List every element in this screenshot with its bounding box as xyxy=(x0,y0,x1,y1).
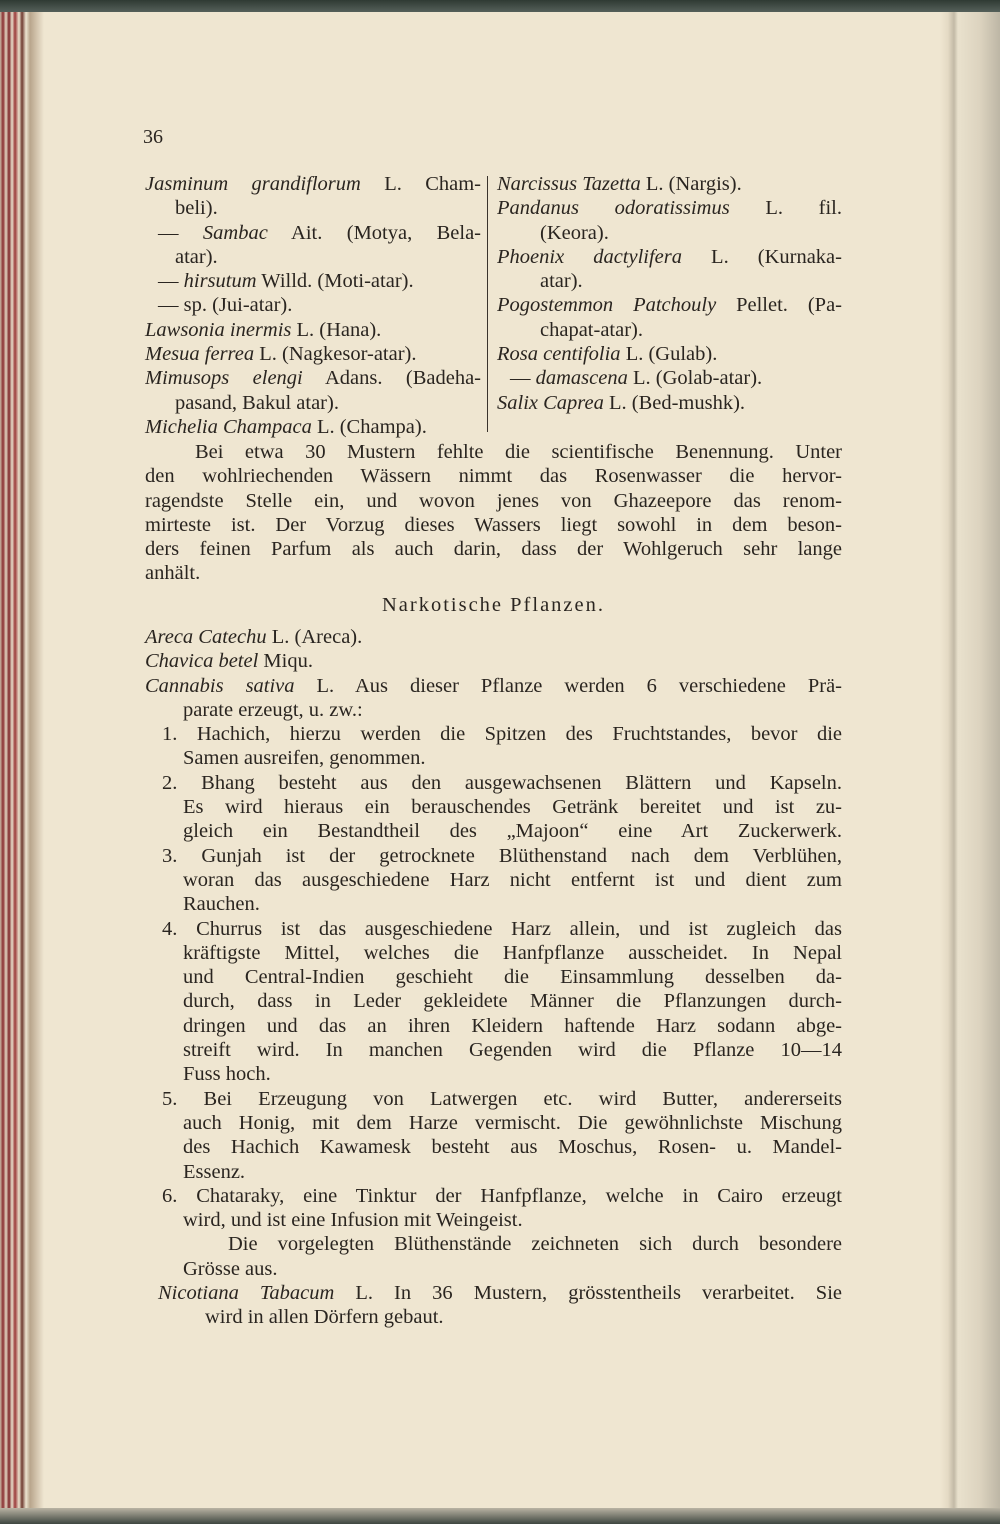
text-line xyxy=(145,391,481,415)
species-name: Lawsonia inermis xyxy=(145,318,292,341)
text-run: ragendste Stelle ein, und wovon jenes von Ghazeepore das renom- xyxy=(145,489,842,512)
text-run: Grösse aus. xyxy=(183,1257,278,1280)
text-run: L. (Gulab). xyxy=(620,343,718,366)
text-line xyxy=(145,269,481,293)
text-line xyxy=(145,625,842,649)
text-run: (Keora). xyxy=(540,221,609,244)
text-run: L. (Nargis). xyxy=(640,173,742,195)
scan-right-edge xyxy=(940,12,1000,1508)
text-run: L. (Champa). xyxy=(311,415,427,438)
text-line xyxy=(145,561,842,585)
text-line xyxy=(145,366,481,390)
text-run: des Hachich Kawamesk besteht aus Moschus, Rosen- u. Mandel- xyxy=(183,1136,842,1159)
text-line xyxy=(145,1305,842,1329)
text-line xyxy=(145,293,481,317)
text-run: parate erzeugt, u. zw.: xyxy=(183,698,363,721)
text-line xyxy=(145,698,842,722)
text-run: und Central-Indien geschieht die Einsammlung desselben da- xyxy=(183,966,842,989)
text-line xyxy=(145,989,842,1013)
text-line xyxy=(497,245,842,269)
section-heading: Narkotische Pflanzen. xyxy=(381,594,606,616)
column-divider xyxy=(487,176,488,432)
text-run: L. (Golab-atar). xyxy=(627,367,763,390)
text-run: Es wird hieraus ein berauschendes Getränk bereitet und ist zu- xyxy=(183,796,842,819)
text-line xyxy=(497,342,842,366)
text-line xyxy=(145,868,842,892)
text-line xyxy=(145,1257,842,1281)
text-line xyxy=(145,965,842,989)
text-line xyxy=(145,1135,842,1159)
book-binding-edge xyxy=(0,12,44,1508)
text-run: dringen und das an ihren Kleidern haftende Harz sodann abge- xyxy=(183,1014,842,1037)
text-line xyxy=(145,1160,842,1184)
text-run: Adans. (Badeha- xyxy=(302,367,481,390)
text-line xyxy=(145,440,842,464)
text-line xyxy=(145,513,842,537)
text-line xyxy=(497,221,842,245)
species-name: Salix Caprea xyxy=(497,391,604,414)
species-name: Narcissus Tazetta xyxy=(497,173,641,195)
species-name: Pandanus odoratissimus xyxy=(497,197,730,220)
text-run: 4. Churrus ist das ausgeschiedene Harz allein, und ist zugleich das xyxy=(162,917,842,940)
left-column-species-list xyxy=(145,172,481,439)
text-line xyxy=(145,172,481,196)
page-number: 36 xyxy=(143,126,163,148)
text-run: Pellet. (Pa- xyxy=(716,294,842,317)
text-line xyxy=(497,366,842,390)
species-name: Areca Catechu xyxy=(145,626,267,648)
text-run: mirteste ist. Der Vorzug dieses Wassers liegt sowohl in dem beson- xyxy=(145,513,842,536)
text-line xyxy=(145,941,842,965)
text-run: L. (Kurnaka- xyxy=(682,245,842,268)
text-run: Miqu. xyxy=(258,650,313,673)
text-run: L. Cham- xyxy=(360,173,481,195)
text-run: L. (Nagkesor-atar). xyxy=(254,343,417,366)
text-line xyxy=(145,537,842,561)
text-run: L. (Hana). xyxy=(291,318,382,341)
text-run: Fuss hoch. xyxy=(183,1063,271,1086)
species-name: Phoenix dactylifera xyxy=(497,245,683,268)
text-line xyxy=(145,649,842,673)
text-run: streift wird. In manchen Gegenden wird die Pflanze 10—14 xyxy=(183,1039,842,1062)
text-line xyxy=(145,245,481,269)
text-run: 1. Hachich, hierzu werden die Spitzen des Fruchtstandes, bevor die xyxy=(162,723,842,746)
text-line xyxy=(145,1111,842,1135)
text-run: pasand, Bakul atar). xyxy=(175,391,339,414)
text-line xyxy=(497,172,842,196)
species-name: Mimusops elengi xyxy=(145,367,303,390)
text-run: atar). xyxy=(175,245,218,268)
text-run: Die vorgelegten Blüthenstände zeichneten sich durch besondere xyxy=(228,1233,842,1256)
text-line xyxy=(145,819,842,843)
text-run: — xyxy=(510,367,536,390)
text-run: 3. Gunjah ist der getrocknete Blüthenstand nach dem Verblühen, xyxy=(162,844,842,867)
text-run: kräftigste Mittel, welches die Hanfpflanze ausscheidet. In Nepal xyxy=(183,941,842,964)
text-run: 6. Chataraky, eine Tinktur der Hanfpflanze, welche in Cairo erzeugt xyxy=(162,1184,842,1207)
text-line xyxy=(145,771,842,795)
text-run: L. (Bed-mushk). xyxy=(603,391,746,414)
text-run: Bei etwa 30 Mustern fehlte die scientifische Benennung. Unter xyxy=(195,441,842,463)
text-run: Essenz. xyxy=(183,1160,246,1183)
text-line xyxy=(497,196,842,220)
text-run: L. In 36 Mustern, grösstentheils verarbeitet. Sie xyxy=(334,1282,842,1305)
text-run: 2. Bhang besteht aus den ausgewachsenen Blättern und Kapseln. xyxy=(162,771,842,794)
species-name: Rosa centifolia xyxy=(497,343,621,366)
text-line xyxy=(145,1281,842,1305)
right-column-species-list xyxy=(497,172,842,415)
text-line xyxy=(145,342,481,366)
species-name: Sambac xyxy=(202,221,268,244)
text-line xyxy=(497,391,842,415)
species-name: Nicotiana Tabacum xyxy=(158,1282,335,1305)
body-paragraph xyxy=(145,440,842,586)
species-name: Cannabis sativa xyxy=(145,674,295,697)
text-run: L. fil. xyxy=(729,197,842,220)
text-run: — xyxy=(158,270,184,293)
text-line xyxy=(145,415,481,439)
text-run: beli). xyxy=(175,197,218,220)
text-run: wird, und ist eine Infusion mit Weingeist. xyxy=(183,1209,523,1232)
text-run: — xyxy=(158,221,203,244)
text-run: wird in allen Dörfern gebaut. xyxy=(205,1306,444,1329)
species-name: Mesua ferrea xyxy=(145,343,255,366)
text-run: auch Honig, mit dem Harze vermischt. Die gewöhnlichste Mischung xyxy=(183,1111,842,1134)
text-line xyxy=(145,196,481,220)
text-line xyxy=(145,1232,842,1256)
text-line xyxy=(145,722,842,746)
text-line xyxy=(145,489,842,513)
species-name: hirsutum xyxy=(183,270,257,293)
text-run: anhält. xyxy=(145,562,201,585)
text-run: Rauchen. xyxy=(183,893,260,916)
text-run: Samen ausreifen, genommen. xyxy=(183,747,426,770)
text-line xyxy=(145,892,842,916)
text-run: ders feinen Parfum als auch darin, dass der Wohlgeruch sehr lange xyxy=(145,538,842,561)
text-run: L. (Areca). xyxy=(266,626,363,648)
text-run: gleich ein Bestandtheil des „Majoon“ eine Art Zuckerwerk. xyxy=(183,820,842,843)
text-line xyxy=(145,1014,842,1038)
text-line xyxy=(145,674,842,698)
text-run: woran das ausgeschiedene Harz nicht entfernt ist und dient zum xyxy=(183,868,842,891)
text-line xyxy=(497,293,842,317)
narcotic-plants-list xyxy=(145,625,842,1330)
text-line xyxy=(497,318,842,342)
text-line xyxy=(145,1062,842,1086)
text-line xyxy=(145,318,481,342)
species-name: damascena xyxy=(535,367,628,390)
text-line xyxy=(145,1087,842,1111)
text-line xyxy=(145,795,842,819)
text-line xyxy=(145,464,842,488)
text-line xyxy=(497,269,842,293)
text-run: Ait. (Motya, Bela- xyxy=(267,221,481,244)
text-line xyxy=(145,844,842,868)
text-line xyxy=(145,746,842,770)
scan-bottom-edge xyxy=(0,1508,1000,1524)
text-run: Willd. (Moti-atar). xyxy=(256,270,414,293)
species-name: Pogostemmon Patchouly xyxy=(497,294,717,317)
text-line xyxy=(145,1208,842,1232)
text-run: L. Aus dieser Pflanze werden 6 verschiedene Prä- xyxy=(294,674,842,697)
species-name: Chavica betel xyxy=(145,650,259,673)
text-run: durch, dass in Leder gekleidete Männer die Pflanzungen durch- xyxy=(183,990,842,1013)
text-line xyxy=(145,1038,842,1062)
species-name: Jasminum grandiflorum xyxy=(145,173,361,195)
text-run: — sp. (Jui-atar). xyxy=(158,294,293,317)
text-run: chapat-atar). xyxy=(540,318,643,341)
text-run: atar). xyxy=(540,270,583,293)
text-line xyxy=(145,221,481,245)
text-run: den wohlriechenden Wässern nimmt das Rosenwasser die hervor- xyxy=(145,465,842,488)
species-name: Michelia Champaca xyxy=(145,415,312,438)
text-line xyxy=(145,917,842,941)
text-run: 5. Bei Erzeugung von Latwergen etc. wird Butter, andererseits xyxy=(162,1087,842,1110)
text-line xyxy=(145,1184,842,1208)
scan-top-edge xyxy=(0,0,1000,12)
